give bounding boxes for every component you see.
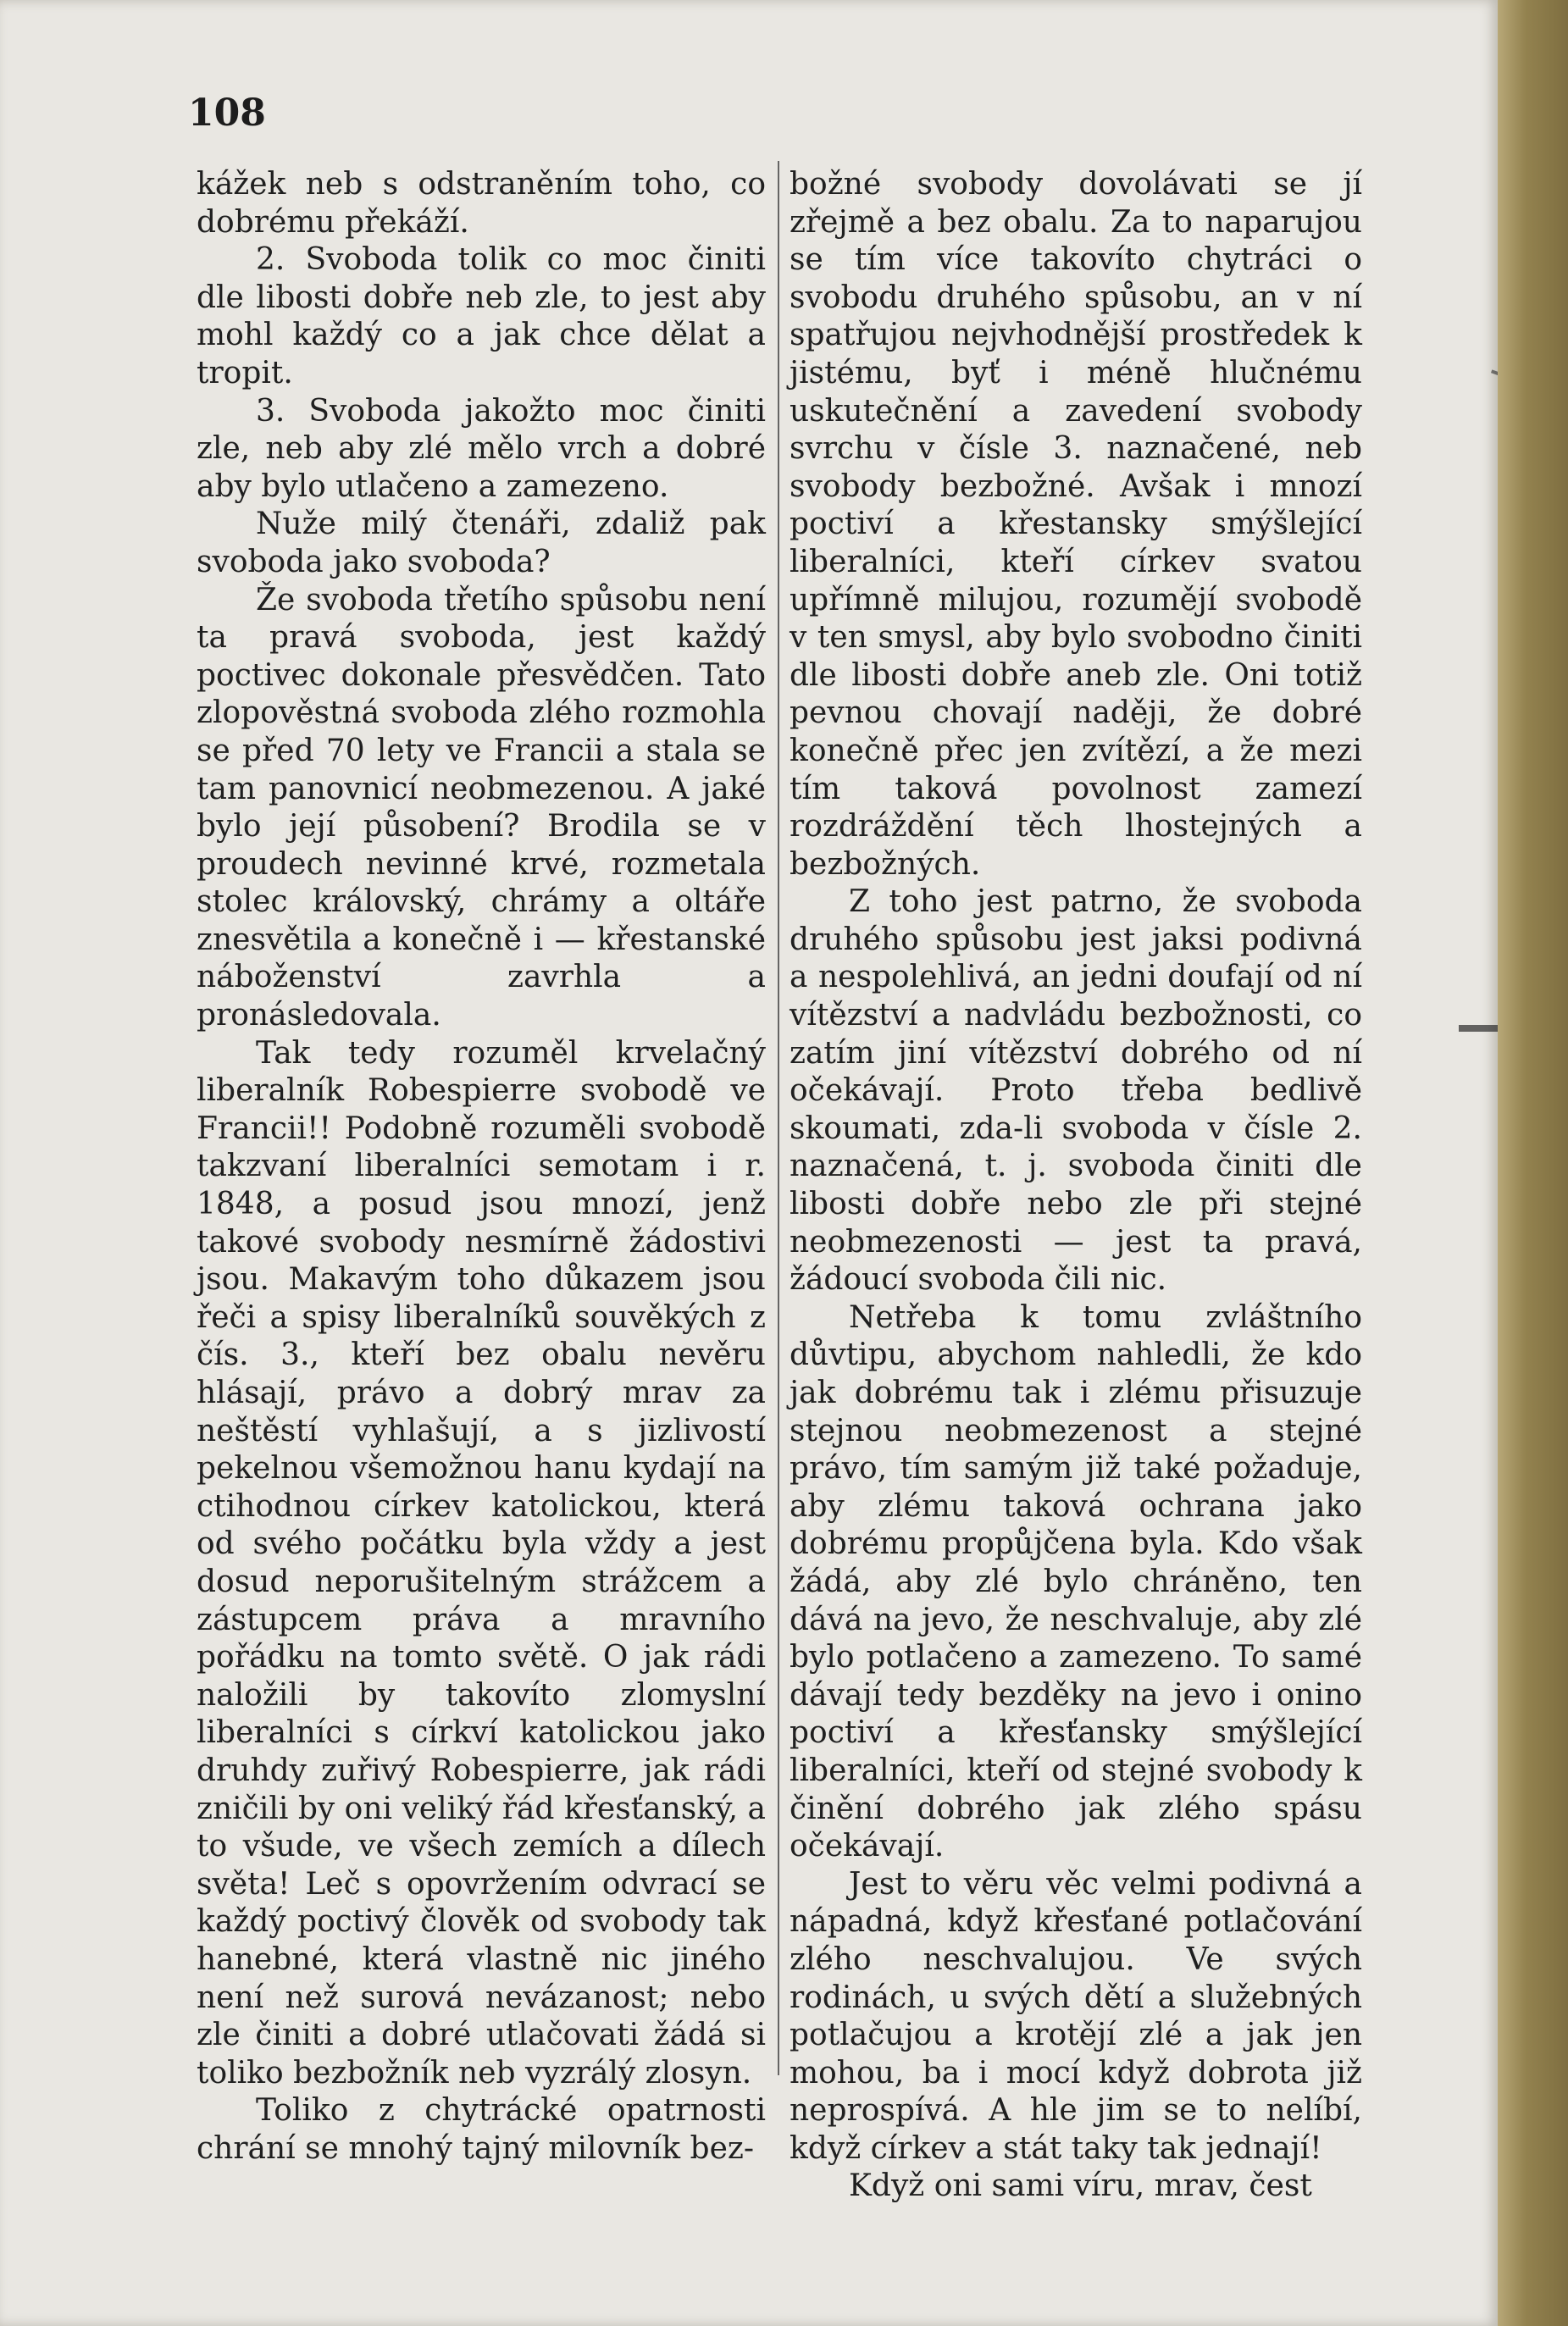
left-paragraph-4: Nuže milý čtenáři, zdaliž pak svoboda jako svoboda? [197,507,766,579]
book-page-edge [1498,0,1568,2326]
right-paragraph-2: Z toho jest patrno, že svoboda druhého spůsobu jest jaksi podivná a nespolehlivá, an jedni doufají od ní vítězství a nadvládu bezbožnosti, co zatím jiní vítězství dobrého od ní očekávají. Proto třeba bedlivě skoumati, zda-li svoboda v čísle 2. naznačená, t. j. svoboda činiti dle libosti dobře nebo zle při stejné neobmezenosti — jest ta pravá, žádoucí svoboda čili nic. [790,884,1362,1298]
left-column [197,166,766,2168]
left-paragraph-1: kážek neb s odstraněním toho, co dobrému překáží. [197,167,766,240]
right-paragraph-4: Jest to věru věc velmi podivná a nápadná, když křesťané potlačování zlého neschvalujou. Ve svých rodinách, u svých dětí a služebných potlačujou a krotějí zlé a jak jen mohou, ba i mocí když dobrota již neprospívá. A hle jim se to nelíbí, když církev a stát taky tak jednají! [790,1866,1362,2166]
right-paragraph-3: Netřeba k tomu zvláštního důvtipu, abychom nahledli, že kdo jak dobrému tak i zlému přisuzuje stejnou neobmezenost a stejné právo, tím samým již také požaduje, aby zlému taková ochrana jako dobrému propůjčena byla. Kdo však žádá, aby zlé bylo chráněno, ten dává na jevo, že neschvaluje, aby zlé bylo potlačeno a zamezeno. To samé dávají tedy bezděky na jevo i onino poctiví a křesťansky smýšlející liberalníci, kteří od stejné svobody k činění dobrého jak zlého spásu očekávají. [790,1299,1362,1864]
left-paragraph-3: 3. Svoboda jakožto moc činiti zle, neb aby zlé mělo vrch a dobré aby bylo utlačeno a zamezeno. [197,393,766,504]
left-paragraph-5: Že svoboda třetího spůsobu není ta pravá svoboda, jest každý poctivec dokonale přesvědčen. Tato zlopověstná svoboda zlého rozmohla se před 70 lety ve Francii a stala se tam panovnicí neobmezenou. A jaké bylo její působení? Brodila se v proudech nevinné krvé, rozmetala stolec královský, chrámy a oltáře znesvětila a konečně i — křestanské náboženství zavrhla a pronásledovala. [197,582,766,1033]
right-paragraph-1: božné svobody dovolávati se jí zřejmě a bez obalu. Za to naparujou se tím více takovíto chytráci o svobodu druhého spůsobu, an v ní spatřujou nejvhodnější prostředek k jistému, byť i méně hlučnému uskutečnění a zavedení svobody svrchu v čísle 3. naznačené, neb svobody bezbožné. Avšak i mnozí poctiví a křestansky smýšlející liberalníci, kteří církev svatou upřímně milujou, rozumějí svobodě v ten smysl, aby bylo svobodno činiti dle libosti dobře aneb zle. Oni totiž pevnou chovají naději, že dobré konečně přec jen zvítězí, a že mezi tím taková povolnost zamezí rozdráždění těch lhostejných a bezbožných. [790,167,1362,882]
left-paragraph-7: Toliko z chytrácké opatrnosti chrání se mnohý tajný milovník bez- [197,2093,766,2166]
page-number: 108 [188,91,266,135]
left-paragraph-2: 2. Svoboda tolik co moc činiti dle libosti dobře neb zle, to jest aby mohl každý co a jak chce dělat a tropit. [197,242,766,390]
left-paragraph-6: Tak tedy rozuměl krvelačný liberalník Robespierre svobodě ve Francii!! Podobně rozuměli svobodě takzvaní liberalníci semotam i r. 1848, a posud jsou mnozí, jenž takové svobody nesmírně žádostivi jsou. Makavým toho důkazem jsou řeči a spisy liberalníků souvěkých z čís. 3., kteří bez obalu nevěru hlásají, právo a dobrý mrav za neštěstí vyhlašují, a s jizlivostí pekelnou všemožnou hanu kydají na ctihodnou církev katolickou, která od svého počátku byla vždy a jest dosud neporušitelným strážcem a zástupcem práva a mravního pořádku na tomto světě. O jak rádi naložili by takovíto zlomyslní liberalníci s církví katolickou jako druhdy zuřivý Robespierre, jak rádi zničili by oni veliký řád křesťanský, a to všude, ve všech zemích a dílech světa! Leč s opovržením odvrací se každý poctivý člověk od svobody tak hanebné, která vlastně nic jiného není než surová nevázanost; nebo zle činiti a dobré utlačovati žádá si toliko bezbožník neb vyzrálý zlosyn. [197,1035,766,2091]
right-column [790,166,1362,2206]
column-divider [778,161,779,2075]
margin-mark-bottom [1459,1025,1498,1032]
right-paragraph-5: Když oni sami víru, mrav, čest [849,2168,1312,2204]
